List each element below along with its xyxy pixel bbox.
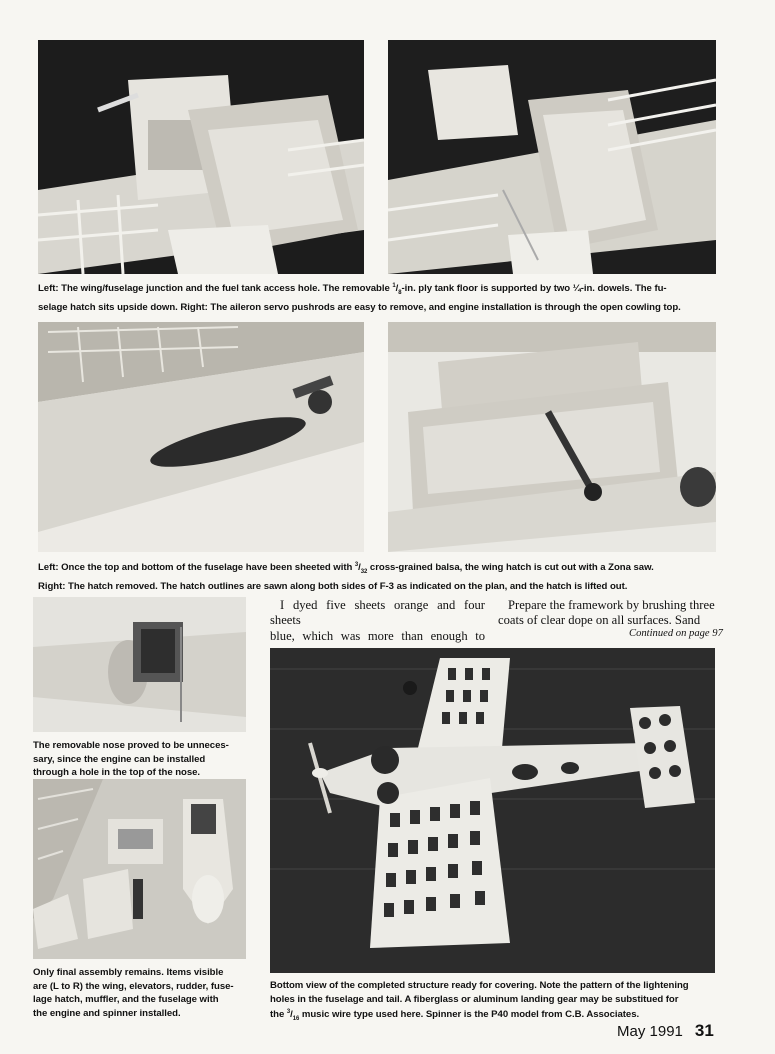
removable-nose-photo [33, 597, 246, 732]
page-folio [617, 1021, 714, 1041]
article-column-1: I dyed five sheets orange and four sheets blue, which was more than enough to [270, 598, 485, 643]
removable-nose-caption: The removable nose proved to be unneces- sary, since the engine can be installed through a hole in the top of the nose. [33, 740, 229, 779]
middle-photos-caption: Left: Once the top and bottom of the fuselage have been sheeted with $^3/_{32}$ cross-grained balsa, the wing hatch is cut out with a Zona saw. Right: The hatch removed. The hatch outlines are sawn along both sides of F-3 as indicated on the plan, and the hatch is lifted out. [38, 562, 654, 592]
top-photos-caption: Left: The wing/fuselage junction and the fuel tank access hole. The removable $^1/_8-in$. ply tank floor is supported by two ¼-in. dowels. The fu- selage hatch sits upside down. Right: The aileron servo pushrods are easy to remove, and engine installation is through the open cowling top. [38, 283, 681, 313]
completed-structure-bottom-view-photo [270, 648, 715, 973]
hatch-removed-photo [388, 322, 716, 552]
final-assembly-parts-photo [33, 779, 246, 959]
continued-on-page-note: Continued on page 97 [629, 628, 723, 639]
page-number: 31 [694, 1021, 714, 1040]
article-column-2: Prepare the framework by brushing three coats of clear dope on all surfaces. Sand [498, 598, 715, 628]
sheeted-fuselage-photo [38, 322, 364, 552]
final-assembly-caption: Only final assembly remains. Items visible are (L to R) the wing, elevators, rudder, fuse- lage hatch, muffler, and the fuselage with the engine and spinner installed. [33, 967, 234, 1019]
completed-structure-caption: Bottom view of the completed structure ready for covering. Note the pattern of the lightening holes in the fuselage and tail. A fiberglass or aluminum landing gear may be substitued for the $^3/_{16}$ music wire type used here. Spinner is the P40 model from C.B. Associates. [270, 980, 689, 1023]
aileron-servo-pushrods-photo [388, 40, 716, 274]
issue-date: May 1991 [617, 1023, 683, 1040]
wing-fuselage-junction-photo [38, 40, 364, 274]
